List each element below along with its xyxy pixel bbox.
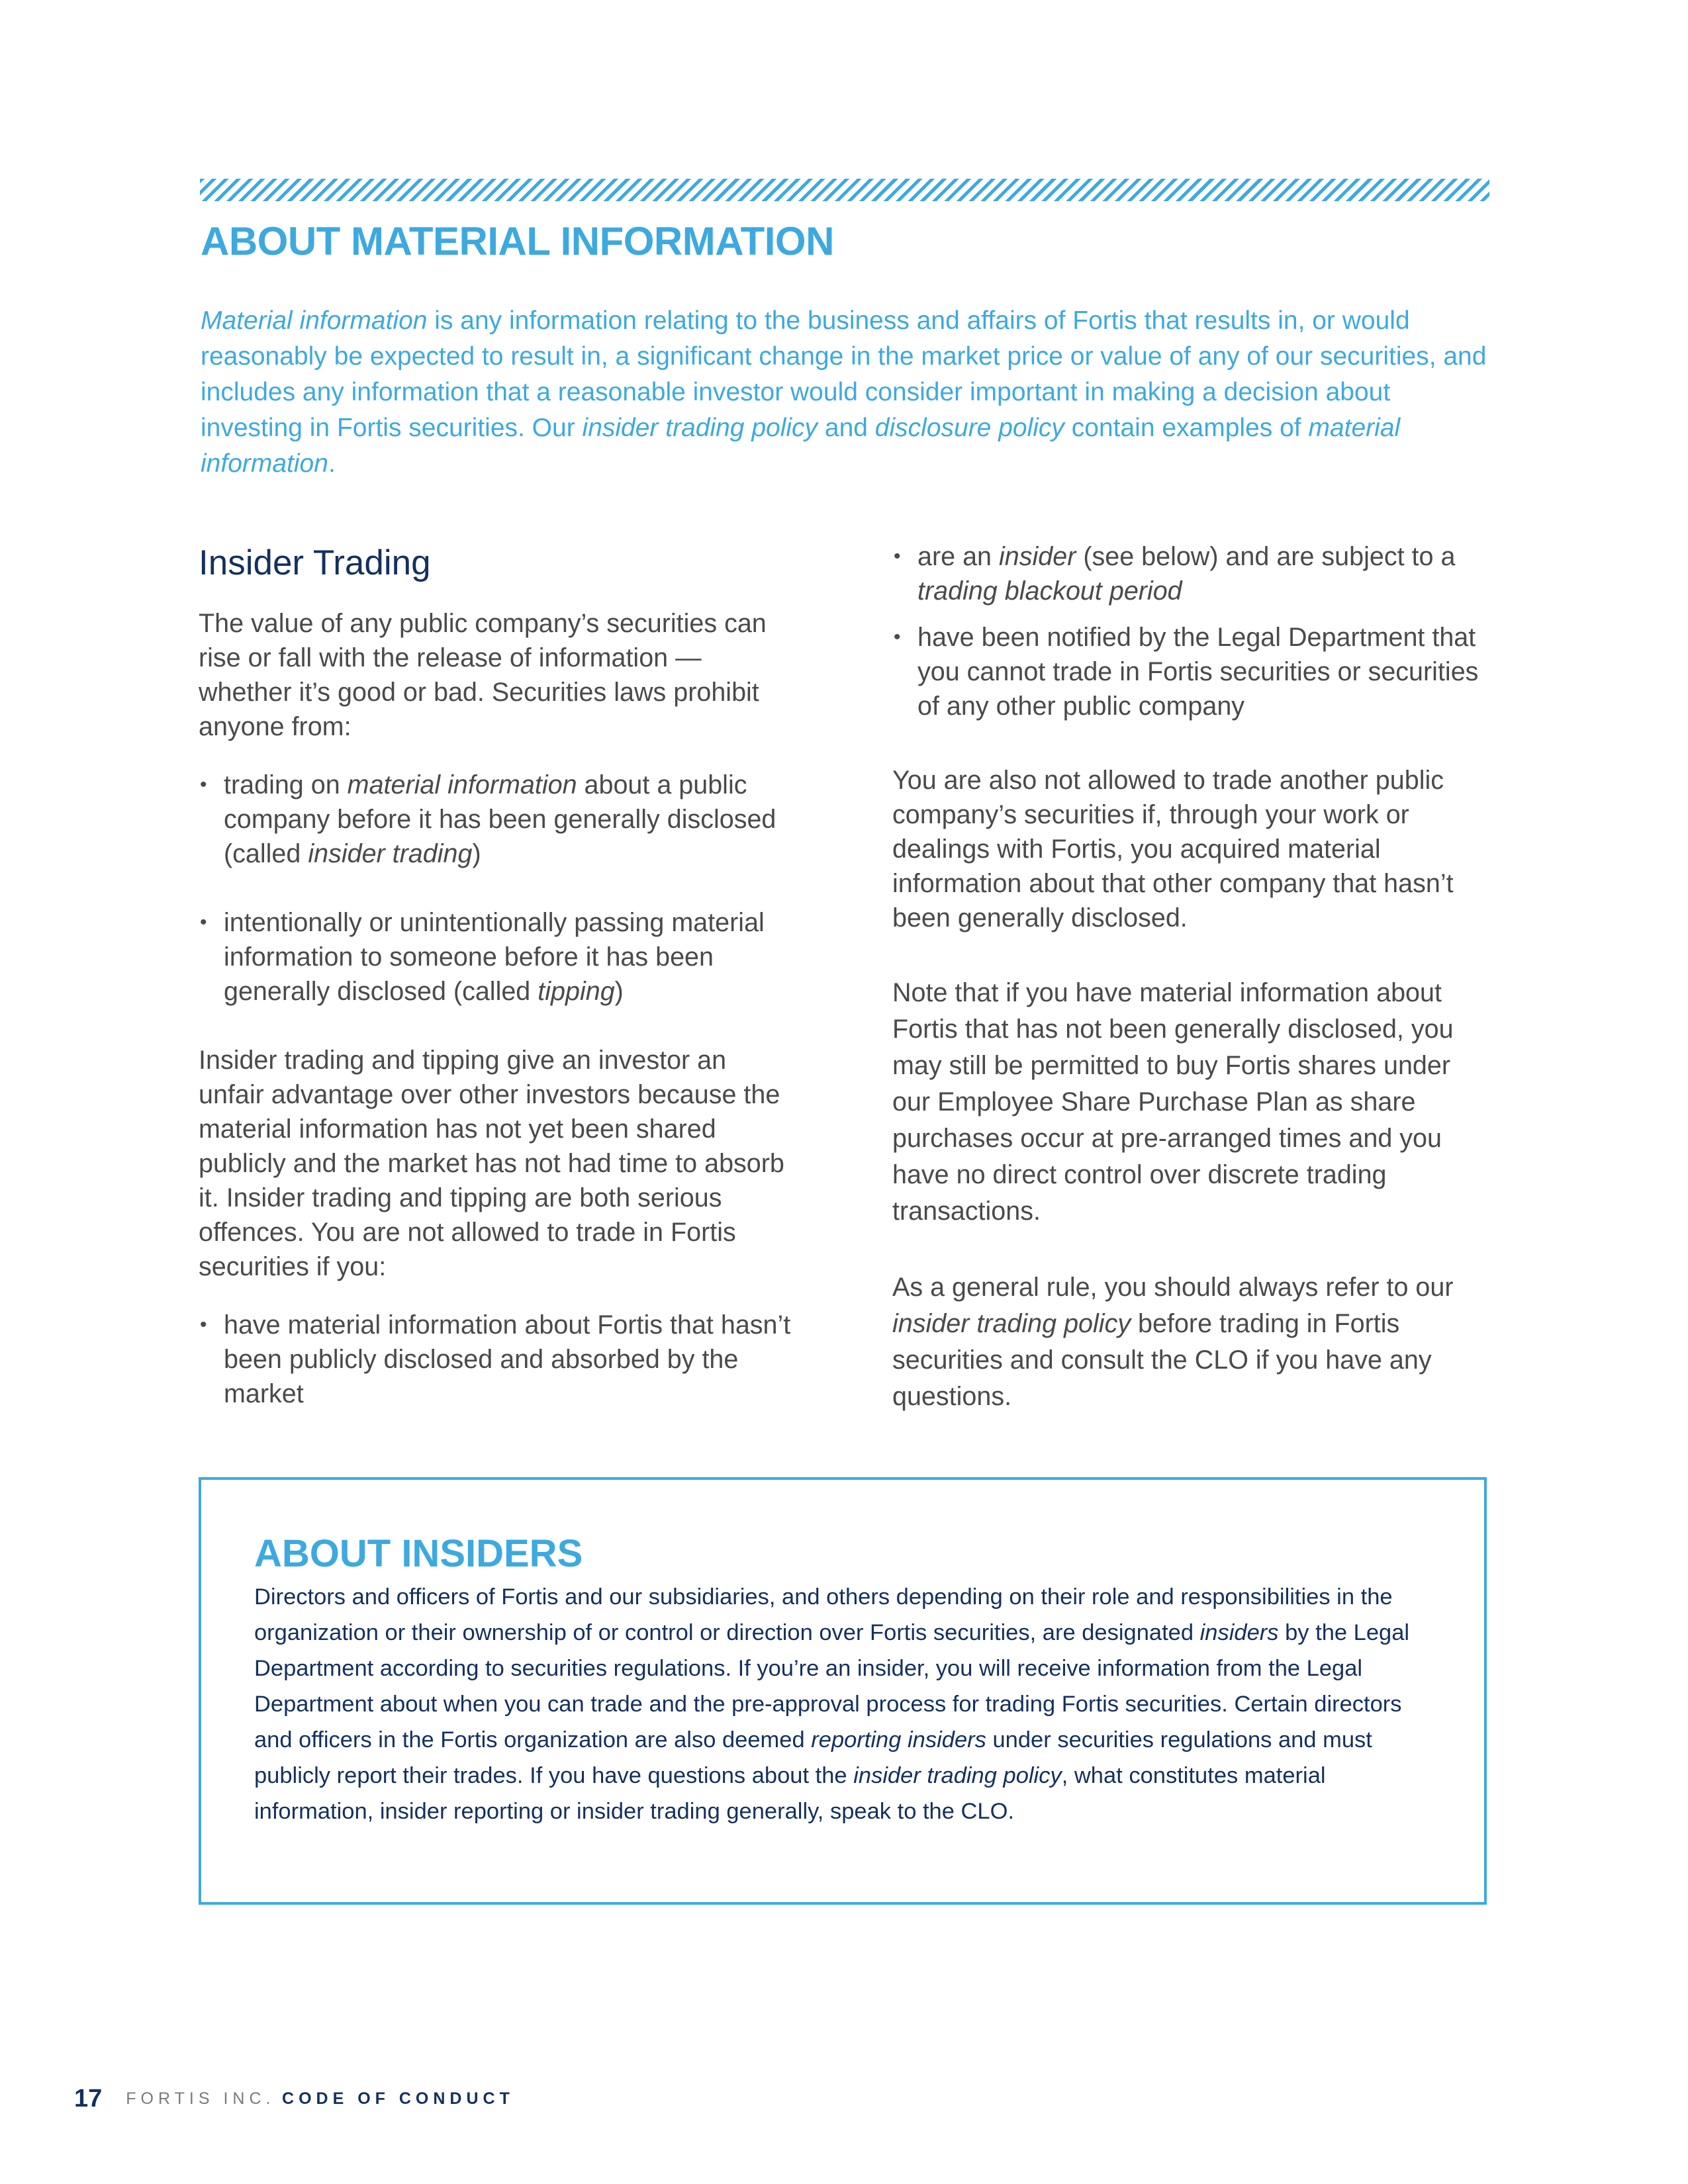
page-number: 17 [74, 2085, 103, 2113]
not-allowed-list-continued [892, 539, 1495, 723]
insider-trading-para3: You are also not allowed to trade another public company’s securities if, through your work or dealings with Fortis, you acquired material information about that other company that hasn’t been generally disclosed. [892, 766, 1454, 933]
list-item: • have material information about Fortis that hasn’t been publicly disclosed and absorbed by the market [199, 1308, 794, 1411]
bullet-icon: • [200, 911, 207, 933]
insider-trading-para2: Insider trading and tipping give an investor an unfair advantage over other investors because the material information has not yet been shared publicly and the market has not had time to absorb it. Insider trading and tipping are both serious offences. You are not allowed to trade in Fortis securities if you: [199, 1046, 784, 1281]
insider-trading-para5: As a general rule, you should always refer to our insider trading policy before trading in Fortis securities and consult the CLO if you have any questions. [892, 1273, 1454, 1411]
right-column [892, 539, 1495, 1415]
intro-paragraph: Material information is any information relating to the business and affairs of Fortis that results in, or would reasonably be expected to result in, a significant change in the market price or value of any of our securities, and includes any information that a reasonable investor would consider important in making a decision about investing in Fortis securities. Our insider trading policy and disclosure policy contain examples of material information. [201, 306, 1487, 478]
bullet-icon: • [894, 626, 901, 648]
about-insiders-text: Directors and officers of Fortis and our subsidiaries, and others depending on their role and responsibilities in the organization or their ownership of or control or direction over Fortis securities, are designated insiders by the Legal Department according to securities regulations. If you’re an insider, you will receive information from the Legal Department about when you can trade and the pre-approval process for trading Fortis securities. Certain directors and officers in the Fortis organization are also deemed reporting insiders under securities regulations and must publicly report their trades. If you have questions about the insider trading policy, what constitutes material information, insider reporting or insider trading generally, speak to the CLO. [254, 1584, 1410, 1824]
footer-doc-title: CODE OF CONDUCT [282, 2089, 514, 2108]
insider-trading-para1: The value of any public company’s securities can rise or fall with the release of information — whether it’s good or bad. Securities laws prohibit anyone from: [199, 609, 767, 741]
about-insiders-title: ABOUT INSIDERS [254, 1532, 583, 1575]
list-item: • intentionally or unintentionally passing material information to someone before it has been generally disclosed (called tipping) [199, 905, 794, 1009]
insider-trading-heading: Insider Trading [199, 543, 431, 582]
bullet-icon: • [894, 545, 901, 567]
footer-company: FORTIS INC. [126, 2089, 275, 2108]
section-title: ABOUT MATERIAL INFORMATION [201, 219, 834, 263]
bullet-icon: • [200, 774, 207, 796]
hatched-divider [200, 179, 1489, 201]
list-item: • are an insider (see below) and are subject to a trading blackout period [892, 539, 1495, 608]
about-insiders-box [199, 1477, 1487, 1905]
list-item: • trading on material information about a public company before it has been generally disclosed (called insider trading) [199, 768, 794, 871]
left-column [199, 543, 794, 1411]
page-footer [74, 2085, 514, 2113]
list-item: • have been notified by the Legal Department that you cannot trade in Fortis securities or securities of any other public company [892, 620, 1495, 723]
insider-trading-para4: Note that if you have material information about Fortis that has not been generally disclosed, you may still be permitted to buy Fortis shares under our Employee Share Purchase Plan as share purchases occur at pre-arranged times and you have no direct control over discrete trading transactions. [892, 978, 1454, 1226]
not-allowed-list [199, 1308, 794, 1411]
prohibited-list [199, 768, 794, 1009]
bullet-icon: • [200, 1314, 207, 1336]
